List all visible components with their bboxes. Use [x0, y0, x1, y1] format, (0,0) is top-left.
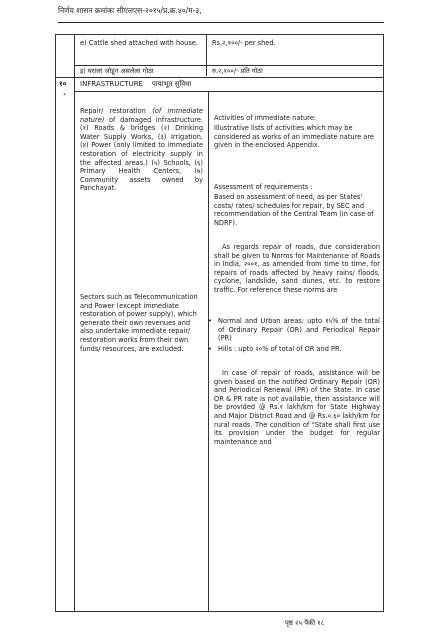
right-assessment-heading: Assessment of requirements : — [214, 183, 313, 191]
row-rule-1 — [74, 65, 384, 66]
right-road-assistance: In case of repair of roads, assistance will be given based on the notified Ordinary Repair (OR) and Periodical Renewal (PR) of the State. In case OR & PR rate is not available, then assistance will be provided @ Rs.१ lakh/km for State Highway and Major District Road and @ Rs.०.६० lakh/km for rural roads. The condition of "State shall first use its provision under the budget for regular maintenance and — [214, 369, 380, 446]
col-rule-middle — [206, 35, 207, 76]
right-bullet-2: Hills : upto २०% of total of OR and PR. — [218, 345, 342, 353]
right-road-norms: As regards repair of roads, due consideration shall be given to Norms for Maintenance of Roads in India, २००१, as amended from time to time, for repairs of roads affected by heavy rains/ floods, cyclone, landslide, sand dunes, etc. to restore traffic. For reference these norms are — [214, 243, 380, 294]
row-e-value: Rs.२,१००/- per shed. — [212, 39, 276, 47]
right-activities-heading: Activities of immediate nature: — [214, 114, 316, 122]
bullet-marker-2: • — [208, 345, 212, 353]
bullet-marker-1: • — [208, 317, 212, 325]
row-e-subitem: e) Cattle shed attached with house. — [80, 39, 198, 47]
section-number: १० — [59, 80, 67, 88]
section-title-mr: पायाभूत सुविधा — [151, 80, 192, 88]
row-i-value: रु.२,१००/- प्रति गोठा — [212, 67, 263, 75]
left-description — [80, 107, 203, 193]
page-footer: पृष्ठ २५ पैकी १८ — [285, 619, 325, 627]
col-rule-number — [74, 35, 75, 612]
right-bullet-1: Normal and Urban areas: upto १५% of the total of Ordinary Repair (OR) and Periodical Repair (PR) — [218, 317, 380, 343]
header-rule — [58, 22, 384, 23]
row-i-subitem: इ) घराला जोडून असलेला गोठा — [80, 67, 154, 75]
right-activities-text: Illustrative lists of activities which may be considered as works of an immediate nature are given in the enclosed Appendix. — [214, 124, 374, 150]
row-rule-2 — [56, 77, 383, 78]
right-assessment-text: Based on assessment of need, as per States' costs/ rates/ schedules for repair, by SEC and recommendation of the Central Team (in case of NDRF). — [214, 193, 374, 227]
section-title-en: INFRASTRUCTURE — [80, 80, 143, 88]
norms-table — [55, 34, 384, 612]
left-para-1 — [80, 107, 203, 193]
left-para-excluded: Sectors such as Telecommunication and Power (except immediate restoration of power supply), which generate their own revenues and also undertake immediate repair/ restoration works from their own funds/ resources, are excluded. — [80, 293, 198, 353]
section-number-dot: . — [63, 89, 66, 97]
left-para-1-a: Repair/ restoration — [80, 107, 153, 115]
section-title — [80, 80, 380, 89]
left-para-1-italic: (of immediate nature) — [80, 107, 203, 124]
left-para-1-b: of damaged infrastructure. (१) Roads & bridges (२) Drinking Water Supply Works, (३) Irrigation, (४) Power (only limited to immediate restoration of electricity supply in the affected areas.) (५) Schools, (६) Primary Health Centers, (७) Community assets owned by Panchayat. — [80, 115, 203, 193]
page-header: निर्णय शासन क्रमांकः सीएलएस-२०१५/प्र.क्र.४०/म-३, — [58, 6, 202, 15]
row-rule-3 — [74, 91, 384, 92]
